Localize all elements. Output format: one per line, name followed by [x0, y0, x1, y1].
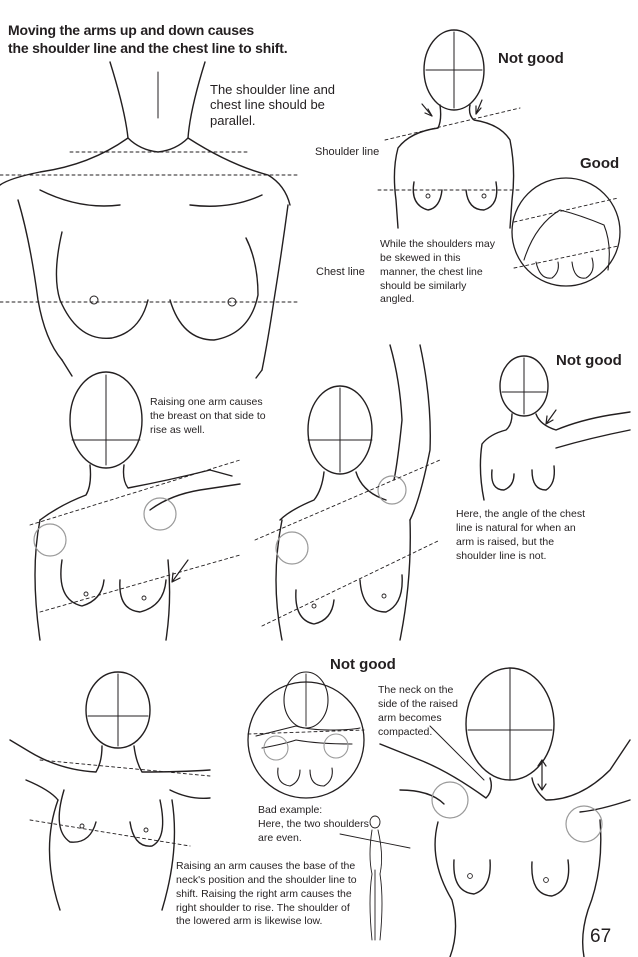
guide-lines-not-good: [378, 108, 520, 190]
figure-not-good-raised-arm: [480, 356, 630, 500]
page-number: 67: [590, 926, 612, 947]
label-chest-line: Chest line: [316, 266, 365, 278]
heading-line1: Moving the arms up and down causes: [8, 22, 255, 38]
guide-lines-top: [0, 152, 300, 302]
note-raising-one-arm: Raising one arm causes the breast on that side to rise as well.: [150, 396, 266, 436]
inset-bottom-not-good: [248, 672, 364, 798]
note-base-of-neck: Raising an arm causes the base of the neck's position and the shoulder line to shift. Raising the right arm causes the right shoulder to rise. The shoulder of the lowered arm is likewise low.: [176, 860, 357, 928]
verdict-not-good-bottom: Not good: [330, 656, 396, 673]
note-neck-compacted: The neck on the side of the raised arm becomes compacted.: [378, 684, 458, 738]
inset-good: [512, 178, 620, 286]
verdict-not-good-top: Not good: [498, 50, 564, 67]
guide-lines-middle-left: [30, 460, 240, 612]
note-angle-of-chest: Here, the angle of the chest line is natural for when an arm is raised, but the shoulder line is not.: [456, 508, 585, 562]
figure-not-good-skewed: [394, 30, 513, 228]
note-parallel-lines: The shoulder line and chest line should be parallel.: [210, 82, 336, 128]
verdict-not-good-middle: Not good: [556, 352, 622, 369]
note-bad-example: Bad example: Here, the two shoulders are even.: [258, 804, 369, 844]
label-shoulder-line: Shoulder line: [315, 146, 380, 158]
figure-raising-arm-angled: [276, 345, 430, 640]
heading-line2: the shoulder line and the chest line to shift.: [8, 40, 288, 56]
verdict-good: Good: [580, 155, 620, 172]
guide-lines-middle: [255, 460, 440, 626]
note-skewed-shoulders: While the shoulders may be skewed in this manner, the chest line should be similarly angled.: [380, 238, 495, 306]
